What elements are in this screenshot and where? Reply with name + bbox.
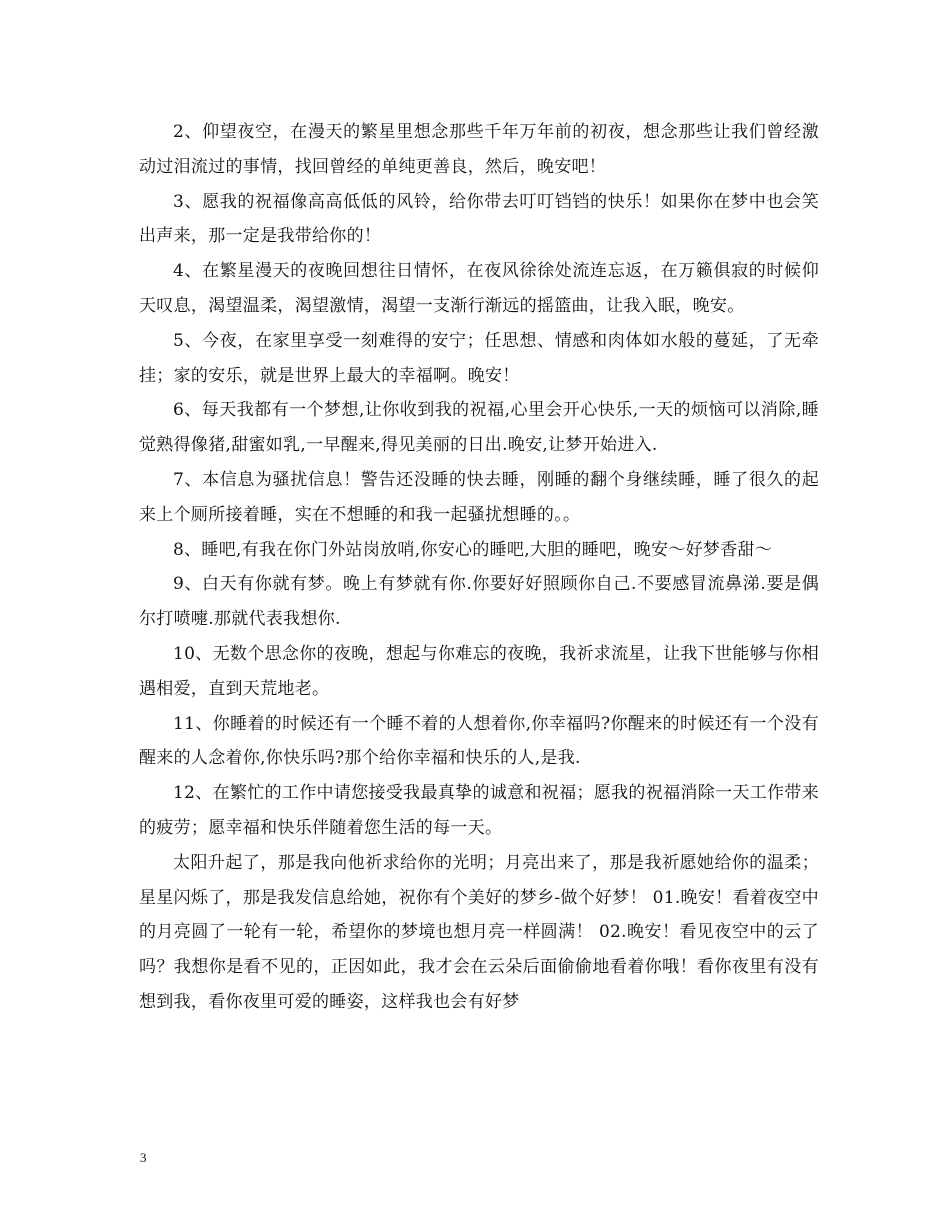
paragraph-3: 3、愿我的祝福像高高低低的风铃，给你带去叮叮铛铛的快乐！如果你在梦中也会笑出声来，那一定是我带给你的！ — [139, 191, 819, 247]
paragraph-12: 12、在繁忙的工作中请您接受我最真挚的诚意和祝福；愿我的祝福消除一天工作带来的疲劳；愿幸福和快乐伴随着您生活的每一天。 — [139, 783, 819, 838]
paragraph-6: 6、每天我都有一个梦想,让你收到我的祝福,心里会开心快乐,一天的烦恼可以消除,睡觉熟得像猪,甜蜜如乳,一早醒来,得见美丽的日出.晚安,让梦开始进入. — [139, 400, 819, 456]
paragraph-5: 5、今夜，在家里享受一刻难得的安宁；任思想、情感和肉体如水般的蔓延，了无牵挂；家的安乐，就是世界上最大的幸福啊。晚安！ — [139, 330, 819, 386]
document-body — [139, 115, 819, 1020]
paragraph-4: 4、在繁星漫天的夜晚回想往日情怀，在夜风徐徐处流连忘返，在万籁俱寂的时候仰天叹息，渴望温柔，渴望激情，渴望一支渐行渐远的摇篮曲，让我入眠，晚安。 — [139, 261, 819, 316]
paragraph-7: 7、本信息为骚扰信息！警告还没睡的快去睡，刚睡的翻个身继续睡，睡了很久的起来上个厕所接着睡，实在不想睡的和我一起骚扰想睡的。。 — [139, 469, 819, 525]
paragraph-8: 8、睡吧,有我在你门外站岗放哨,你安心的睡吧,大胆的睡吧，晚安～好梦香甜～ — [173, 539, 773, 560]
paragraph-9: 9、白天有你就有梦。晚上有梦就有你.你要好好照顾你自己.不要感冒流鼻涕.要是偶尔打喷嚏.那就代表我想你. — [139, 574, 819, 630]
page-number: 3 — [140, 1150, 147, 1165]
paragraph-10: 10、无数个思念你的夜晚，想起与你难忘的夜晚，我祈求流星，让我下世能够与你相遇相爱，直到天荒地老。 — [139, 643, 819, 699]
paragraph-11: 11、你睡着的时候还有一个睡不着的人想着你,你幸福吗?你醒来的时候还有一个没有醒来的人念着你,你快乐吗?那个给你幸福和快乐的人,是我. — [139, 713, 819, 769]
paragraph-closing: 太阳升起了，那是我向他祈求给你的光明；月亮出来了，那是我祈愿她给你的温柔；星星闪烁了，那是我发信息给她，祝你有个美好的梦乡-做个好梦！ 01.晚安！看着夜空中的月亮圆了一轮有一轮，希望你的梦境也想月亮一样圆满！ 02.晚安！看见夜空中的云了吗？我想你是看不见的，正因如此，我才会在云朵后面偷偷地看着你哦！看你夜里有没有想到我，看你夜里可爱的睡姿，这样我也会有好梦 — [139, 852, 819, 1012]
paragraph-2: 2、仰望夜空，在漫天的繁星里想念那些千年万年前的初夜，想念那些让我们曾经激动过泪流过的事情，找回曾经的单纯更善良，然后，晚安吧！ — [139, 122, 819, 177]
